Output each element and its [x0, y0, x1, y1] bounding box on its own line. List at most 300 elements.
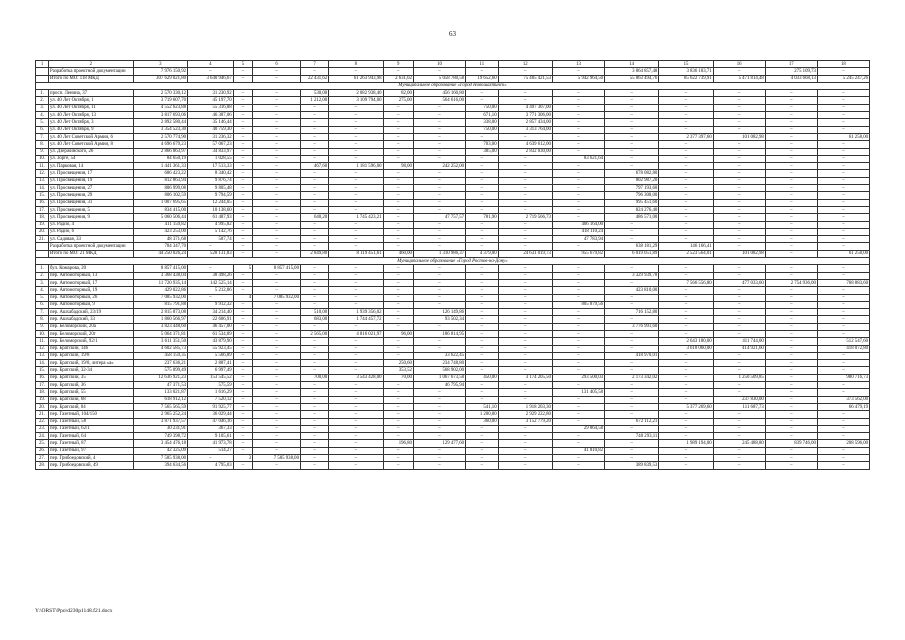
value-cell: – [552, 396, 604, 403]
value-cell: – [817, 148, 869, 155]
value-cell: – [253, 411, 301, 418]
value-cell: – [713, 192, 765, 199]
value-cell: – [253, 192, 301, 199]
value-cell: 812 863,94 [133, 177, 187, 184]
value-cell: – [466, 236, 499, 243]
value-cell: – [383, 141, 413, 148]
row-number: 18. [36, 389, 49, 396]
value-cell: 806 999,08 [133, 185, 187, 192]
value-cell: – [659, 185, 713, 192]
value-cell: 486 571,00 [605, 214, 659, 221]
value-cell: – [498, 133, 552, 140]
value-cell: – [552, 206, 604, 213]
value-cell: – [413, 104, 465, 111]
value-cell: – [498, 316, 552, 323]
value-cell: – [329, 338, 383, 345]
value-cell: – [466, 360, 499, 367]
value-cell: – [253, 199, 301, 206]
address-cell: ул. Дзержинского, 26 [49, 148, 134, 155]
value-cell: – [466, 206, 499, 213]
address-cell: пер. Братский, 32-34 [49, 367, 134, 374]
value-cell: – [300, 345, 328, 352]
address-cell: пер. Газетный, 58 [49, 418, 134, 425]
value-cell: – [233, 360, 253, 367]
value-cell: 802 987,20 [605, 177, 659, 184]
value-cell: – [659, 374, 713, 381]
value-cell: – [659, 360, 713, 367]
value-cell: – [329, 236, 383, 243]
value-cell: – [253, 301, 301, 308]
value-cell: – [413, 455, 465, 462]
value-cell: – [233, 75, 253, 82]
value-cell: 9 105,61 [188, 433, 234, 440]
value-cell: – [659, 177, 713, 184]
value-cell: 781,90 [466, 214, 499, 221]
value-cell: – [817, 192, 869, 199]
value-cell: – [466, 185, 499, 192]
value-cell: 2 754 936,00 [765, 279, 817, 286]
value-cell: – [659, 330, 713, 337]
value-cell: – [817, 294, 869, 301]
value-cell: – [300, 403, 328, 410]
value-cell: 3 871 937,57 [133, 418, 187, 425]
value-cell: 250,60 [383, 360, 413, 367]
value-cell: 3 864 857,48 [605, 68, 659, 75]
value-cell: – [659, 396, 713, 403]
value-cell: 980 716,73 [817, 374, 869, 381]
value-cell: 45 197,70 [188, 97, 234, 104]
table-row [36, 97, 870, 104]
value-cell: 824 276,40 [605, 206, 659, 213]
value-cell: – [498, 301, 552, 308]
value-cell: – [466, 68, 499, 75]
value-cell: – [383, 119, 413, 126]
value-cell: – [605, 396, 659, 403]
value-cell: – [765, 90, 817, 97]
value-cell: – [659, 192, 713, 199]
value-cell: 1 028,55 [188, 155, 234, 162]
value-cell: 2 377 397,60 [659, 133, 713, 140]
value-cell: – [413, 279, 465, 286]
value-cell: 3 329 939,78 [605, 272, 659, 279]
value-cell: 70,00 [383, 374, 413, 381]
value-cell: – [329, 148, 383, 155]
value-cell: – [466, 367, 499, 374]
value-cell: 34 214,40 [188, 309, 234, 316]
value-cell: – [498, 367, 552, 374]
value-cell: – [329, 294, 383, 301]
value-cell: – [413, 411, 465, 418]
table-row [36, 199, 870, 206]
value-cell: 96,00 [383, 330, 413, 337]
value-cell: – [253, 287, 301, 294]
row-number: 11. [36, 163, 49, 170]
column-number: 11 [466, 61, 499, 68]
value-cell: – [713, 330, 765, 337]
value-cell: 24 631 019,73 [498, 250, 552, 257]
address-cell: бул. Комарова, 20 [49, 265, 134, 272]
row-number: 16. [36, 199, 49, 206]
address-cell: пер. Братский, 55 [49, 389, 134, 396]
value-cell: 75 485 421,53 [498, 75, 552, 82]
value-cell: – [253, 316, 301, 323]
value-cell: – [713, 177, 765, 184]
address-cell: ул. 40 Лет Октября, 9 [49, 126, 134, 133]
value-cell: – [233, 287, 253, 294]
value-cell: 7 566 556,80 [659, 279, 713, 286]
value-cell: 528 131,83 [188, 250, 234, 257]
row-number: 1. [36, 90, 49, 97]
value-cell: – [300, 323, 328, 330]
value-cell: – [253, 104, 301, 111]
value-cell: – [300, 418, 328, 425]
value-cell: – [383, 68, 413, 75]
value-cell: – [413, 418, 465, 425]
value-cell: 146 166,41 [659, 243, 713, 250]
value-cell: 4 033 668,13 [765, 75, 817, 82]
table-row [36, 389, 870, 396]
value-cell: 385,00 [466, 148, 499, 155]
value-cell: – [233, 345, 253, 352]
value-cell: – [253, 214, 301, 221]
value-cell: 2 887,41 [188, 360, 234, 367]
value-cell: 46 457,00 [188, 323, 234, 330]
value-cell: 31 236,32 [188, 133, 234, 140]
value-cell: 40 759,30 [188, 126, 234, 133]
value-cell: – [552, 382, 604, 389]
value-cell: – [659, 382, 713, 389]
value-cell: – [498, 287, 552, 294]
value-cell: 450,00 [466, 374, 499, 381]
value-cell: 3 771 306,00 [498, 112, 552, 119]
value-cell: – [605, 126, 659, 133]
value-cell: – [253, 155, 301, 162]
row-number: 3. [36, 279, 49, 286]
value-cell: – [498, 265, 552, 272]
table-row [36, 374, 870, 381]
value-cell: – [817, 163, 869, 170]
row-number: 15. [36, 192, 49, 199]
value-cell: – [659, 323, 713, 330]
address-cell: ул. 40 Лет Октября, 13 [49, 112, 134, 119]
value-cell: – [817, 447, 869, 454]
row-number: 14. [36, 360, 49, 367]
value-cell: – [552, 367, 604, 374]
value-cell: – [329, 433, 383, 440]
address-cell: пер. Грибоедовский, 4 [49, 455, 134, 462]
value-cell: – [552, 433, 604, 440]
value-cell: – [233, 403, 253, 410]
value-cell: 2 815 873,08 [133, 309, 187, 316]
value-cell: 3 611 351,50 [133, 338, 187, 345]
value-cell: – [233, 104, 253, 111]
value-cell: – [765, 228, 817, 235]
value-cell: – [233, 272, 253, 279]
value-cell: – [659, 411, 713, 418]
value-cell: 1 067 673,58 [413, 374, 465, 381]
value-cell: – [413, 301, 465, 308]
value-cell: 423 253,00 [133, 228, 187, 235]
value-cell: – [713, 367, 765, 374]
value-cell: 61 258,00 [817, 250, 869, 257]
value-cell: – [329, 141, 383, 148]
value-cell: – [765, 455, 817, 462]
value-cell: – [383, 272, 413, 279]
value-cell: – [233, 279, 253, 286]
value-cell: – [329, 462, 383, 469]
column-number: 12 [498, 61, 552, 68]
value-cell: – [817, 352, 869, 359]
value-cell: – [413, 403, 465, 410]
value-cell: – [552, 455, 604, 462]
row-number: 5. [36, 294, 49, 301]
column-number: 16 [713, 61, 765, 68]
address-cell: пер. Беломорский, 92/1 [49, 338, 134, 345]
value-cell: 7 085 932,00 [253, 294, 301, 301]
value-cell: – [253, 119, 301, 126]
value-cell: – [765, 411, 817, 418]
value-cell: 514,27 [188, 447, 234, 454]
value-cell: – [605, 425, 659, 432]
value-cell: – [233, 192, 253, 199]
value-cell: – [253, 221, 301, 228]
value-cell: 4 497 307,00 [498, 104, 552, 111]
address-cell: пер. Газетный, 104/150 [49, 411, 134, 418]
value-cell: 1 310 986,37 [413, 250, 465, 257]
value-cell: 4 639 612,00 [498, 141, 552, 148]
value-cell: 57 067,23 [188, 141, 234, 148]
value-cell: – [383, 243, 413, 250]
value-cell: – [233, 170, 253, 177]
value-cell: 716 152,80 [605, 309, 659, 316]
value-cell: – [765, 112, 817, 119]
value-cell: – [329, 126, 383, 133]
value-cell: – [552, 148, 604, 155]
value-cell: 234 748,80 [413, 360, 465, 367]
value-cell: 142 525,14 [188, 279, 234, 286]
value-cell: – [817, 236, 869, 243]
value-cell: – [233, 352, 253, 359]
value-cell: 2 929 222,80 [498, 411, 552, 418]
value-cell: – [765, 418, 817, 425]
address-cell: пер. Братский, 35 [49, 374, 134, 381]
row-number: 9. [36, 148, 49, 155]
address-cell: пер. Автомоторный, 26 [49, 294, 134, 301]
value-cell: – [300, 221, 328, 228]
row-number: 24. [36, 433, 49, 440]
value-cell: – [817, 104, 869, 111]
value-cell: 9 876,74 [188, 177, 234, 184]
value-cell: – [498, 323, 552, 330]
value-cell: – [233, 177, 253, 184]
value-cell: – [233, 374, 253, 381]
value-cell: – [329, 411, 383, 418]
value-cell: – [413, 192, 465, 199]
value-cell: 1 441 361,33 [133, 163, 187, 170]
value-cell: – [605, 447, 659, 454]
value-cell: – [605, 455, 659, 462]
value-cell: 429 022,86 [133, 287, 187, 294]
value-cell: – [765, 97, 817, 104]
value-cell: – [659, 97, 713, 104]
value-cell: – [498, 440, 552, 447]
address-cell: пер. Грибоедовский, 49 [49, 462, 134, 469]
value-cell: – [466, 345, 499, 352]
value-cell: – [233, 250, 253, 257]
value-cell: – [817, 199, 869, 206]
value-cell: 796 308,00 [605, 192, 659, 199]
value-cell: 55 923,45 [188, 345, 234, 352]
value-cell: – [383, 352, 413, 359]
value-cell: – [329, 301, 383, 308]
value-cell: 456 160,80 [413, 90, 465, 97]
value-cell: – [383, 403, 413, 410]
table-row [36, 396, 870, 403]
value-cell: – [765, 287, 817, 294]
value-cell: – [552, 309, 604, 316]
column-number: 13 [552, 61, 604, 68]
value-cell: – [713, 287, 765, 294]
value-cell: – [605, 163, 659, 170]
value-cell: 458 159,35 [133, 352, 187, 359]
value-cell: – [233, 133, 253, 140]
value-cell: 1 744 457,72 [329, 316, 383, 323]
value-cell: – [383, 301, 413, 308]
row-number: 6. [36, 301, 49, 308]
value-cell: 806 102,59 [133, 192, 187, 199]
value-cell: – [329, 389, 383, 396]
row-number: 4. [36, 112, 49, 119]
value-cell: – [498, 163, 552, 170]
value-cell: 237 830,00 [713, 396, 765, 403]
value-cell: 1 616,29 [188, 389, 234, 396]
row-number: 11. [36, 338, 49, 345]
table-row [36, 323, 870, 330]
address-cell: ул. Просвещения, 19 [49, 177, 134, 184]
value-cell: – [552, 352, 604, 359]
row-number [36, 68, 49, 75]
value-cell: – [713, 126, 765, 133]
value-cell: – [765, 133, 817, 140]
value-cell: – [817, 214, 869, 221]
value-cell: – [413, 396, 465, 403]
table-row [36, 133, 870, 140]
value-cell: – [498, 330, 552, 337]
value-cell: – [765, 382, 817, 389]
value-cell: – [713, 221, 765, 228]
value-cell: – [383, 279, 413, 286]
value-cell: – [300, 133, 328, 140]
value-cell: – [233, 367, 253, 374]
value-cell: – [329, 104, 383, 111]
value-cell: – [233, 330, 253, 337]
value-cell: 530,00 [300, 90, 328, 97]
value-cell: – [329, 199, 383, 206]
value-cell: – [300, 104, 328, 111]
value-cell: – [498, 177, 552, 184]
value-cell: – [329, 177, 383, 184]
value-cell: – [498, 206, 552, 213]
value-cell: – [498, 272, 552, 279]
value-cell: – [253, 360, 301, 367]
value-cell: – [817, 287, 869, 294]
value-cell: 2 866 863,97 [133, 148, 187, 155]
value-cell: – [233, 185, 253, 192]
value-cell: 411 159,82 [133, 221, 187, 228]
address-cell: пер. Братский, 68 [49, 396, 134, 403]
value-cell: – [383, 155, 413, 162]
value-cell: 9 794,59 [188, 192, 234, 199]
value-cell: 55 316,88 [188, 104, 234, 111]
table-row [36, 112, 870, 119]
value-cell: – [233, 155, 253, 162]
value-cell: – [466, 279, 499, 286]
row-number: 17. [36, 206, 49, 213]
value-cell: 418 970,01 [605, 352, 659, 359]
value-cell: 1 007 695,65 [133, 199, 187, 206]
value-cell: – [233, 199, 253, 206]
value-cell: – [765, 199, 817, 206]
value-cell: – [383, 206, 413, 213]
value-cell: – [765, 236, 817, 243]
value-cell: – [466, 192, 499, 199]
value-cell: – [765, 119, 817, 126]
value-cell: – [817, 360, 869, 367]
value-cell: 6 997,49 [188, 367, 234, 374]
value-cell: 33 622,45 [413, 352, 465, 359]
value-cell: 618 912,12 [133, 396, 187, 403]
value-cell: 46 795,94 [413, 382, 465, 389]
value-cell: – [659, 155, 713, 162]
value-cell: – [413, 294, 465, 301]
value-cell: – [413, 265, 465, 272]
value-cell: – [253, 228, 301, 235]
value-cell: – [300, 243, 328, 250]
value-cell: 3 368 438,04 [133, 272, 187, 279]
address-cell: ул. 40 Лет Октября, 11 [49, 104, 134, 111]
value-cell: – [300, 170, 328, 177]
value-cell: – [713, 68, 765, 75]
value-cell: – [765, 214, 817, 221]
value-cell: – [605, 330, 659, 337]
row-number: 12. [36, 345, 49, 352]
row-number: 16. [36, 374, 49, 381]
value-cell: 797 193,60 [605, 185, 659, 192]
row-number: 13. [36, 352, 49, 359]
value-cell: – [233, 411, 253, 418]
value-cell: – [329, 447, 383, 454]
value-cell: 4 552 623,88 [133, 104, 187, 111]
value-cell: – [498, 338, 552, 345]
value-cell: – [605, 228, 659, 235]
table-row [36, 330, 870, 337]
value-cell: 1 181 596,00 [329, 163, 383, 170]
address-cell: пер. Беломорский, 20а [49, 323, 134, 330]
value-cell: – [659, 309, 713, 316]
value-cell: – [605, 294, 659, 301]
value-cell: – [817, 382, 869, 389]
value-cell: 418 110,24 [552, 228, 604, 235]
value-cell: – [605, 90, 659, 97]
value-cell: – [659, 301, 713, 308]
value-cell: – [329, 228, 383, 235]
value-cell: – [659, 148, 713, 155]
value-cell: 245 488,80 [713, 440, 765, 447]
value-cell: – [383, 396, 413, 403]
value-cell: – [659, 90, 713, 97]
value-cell: 805 879,56 [552, 301, 604, 308]
value-cell: – [413, 243, 465, 250]
